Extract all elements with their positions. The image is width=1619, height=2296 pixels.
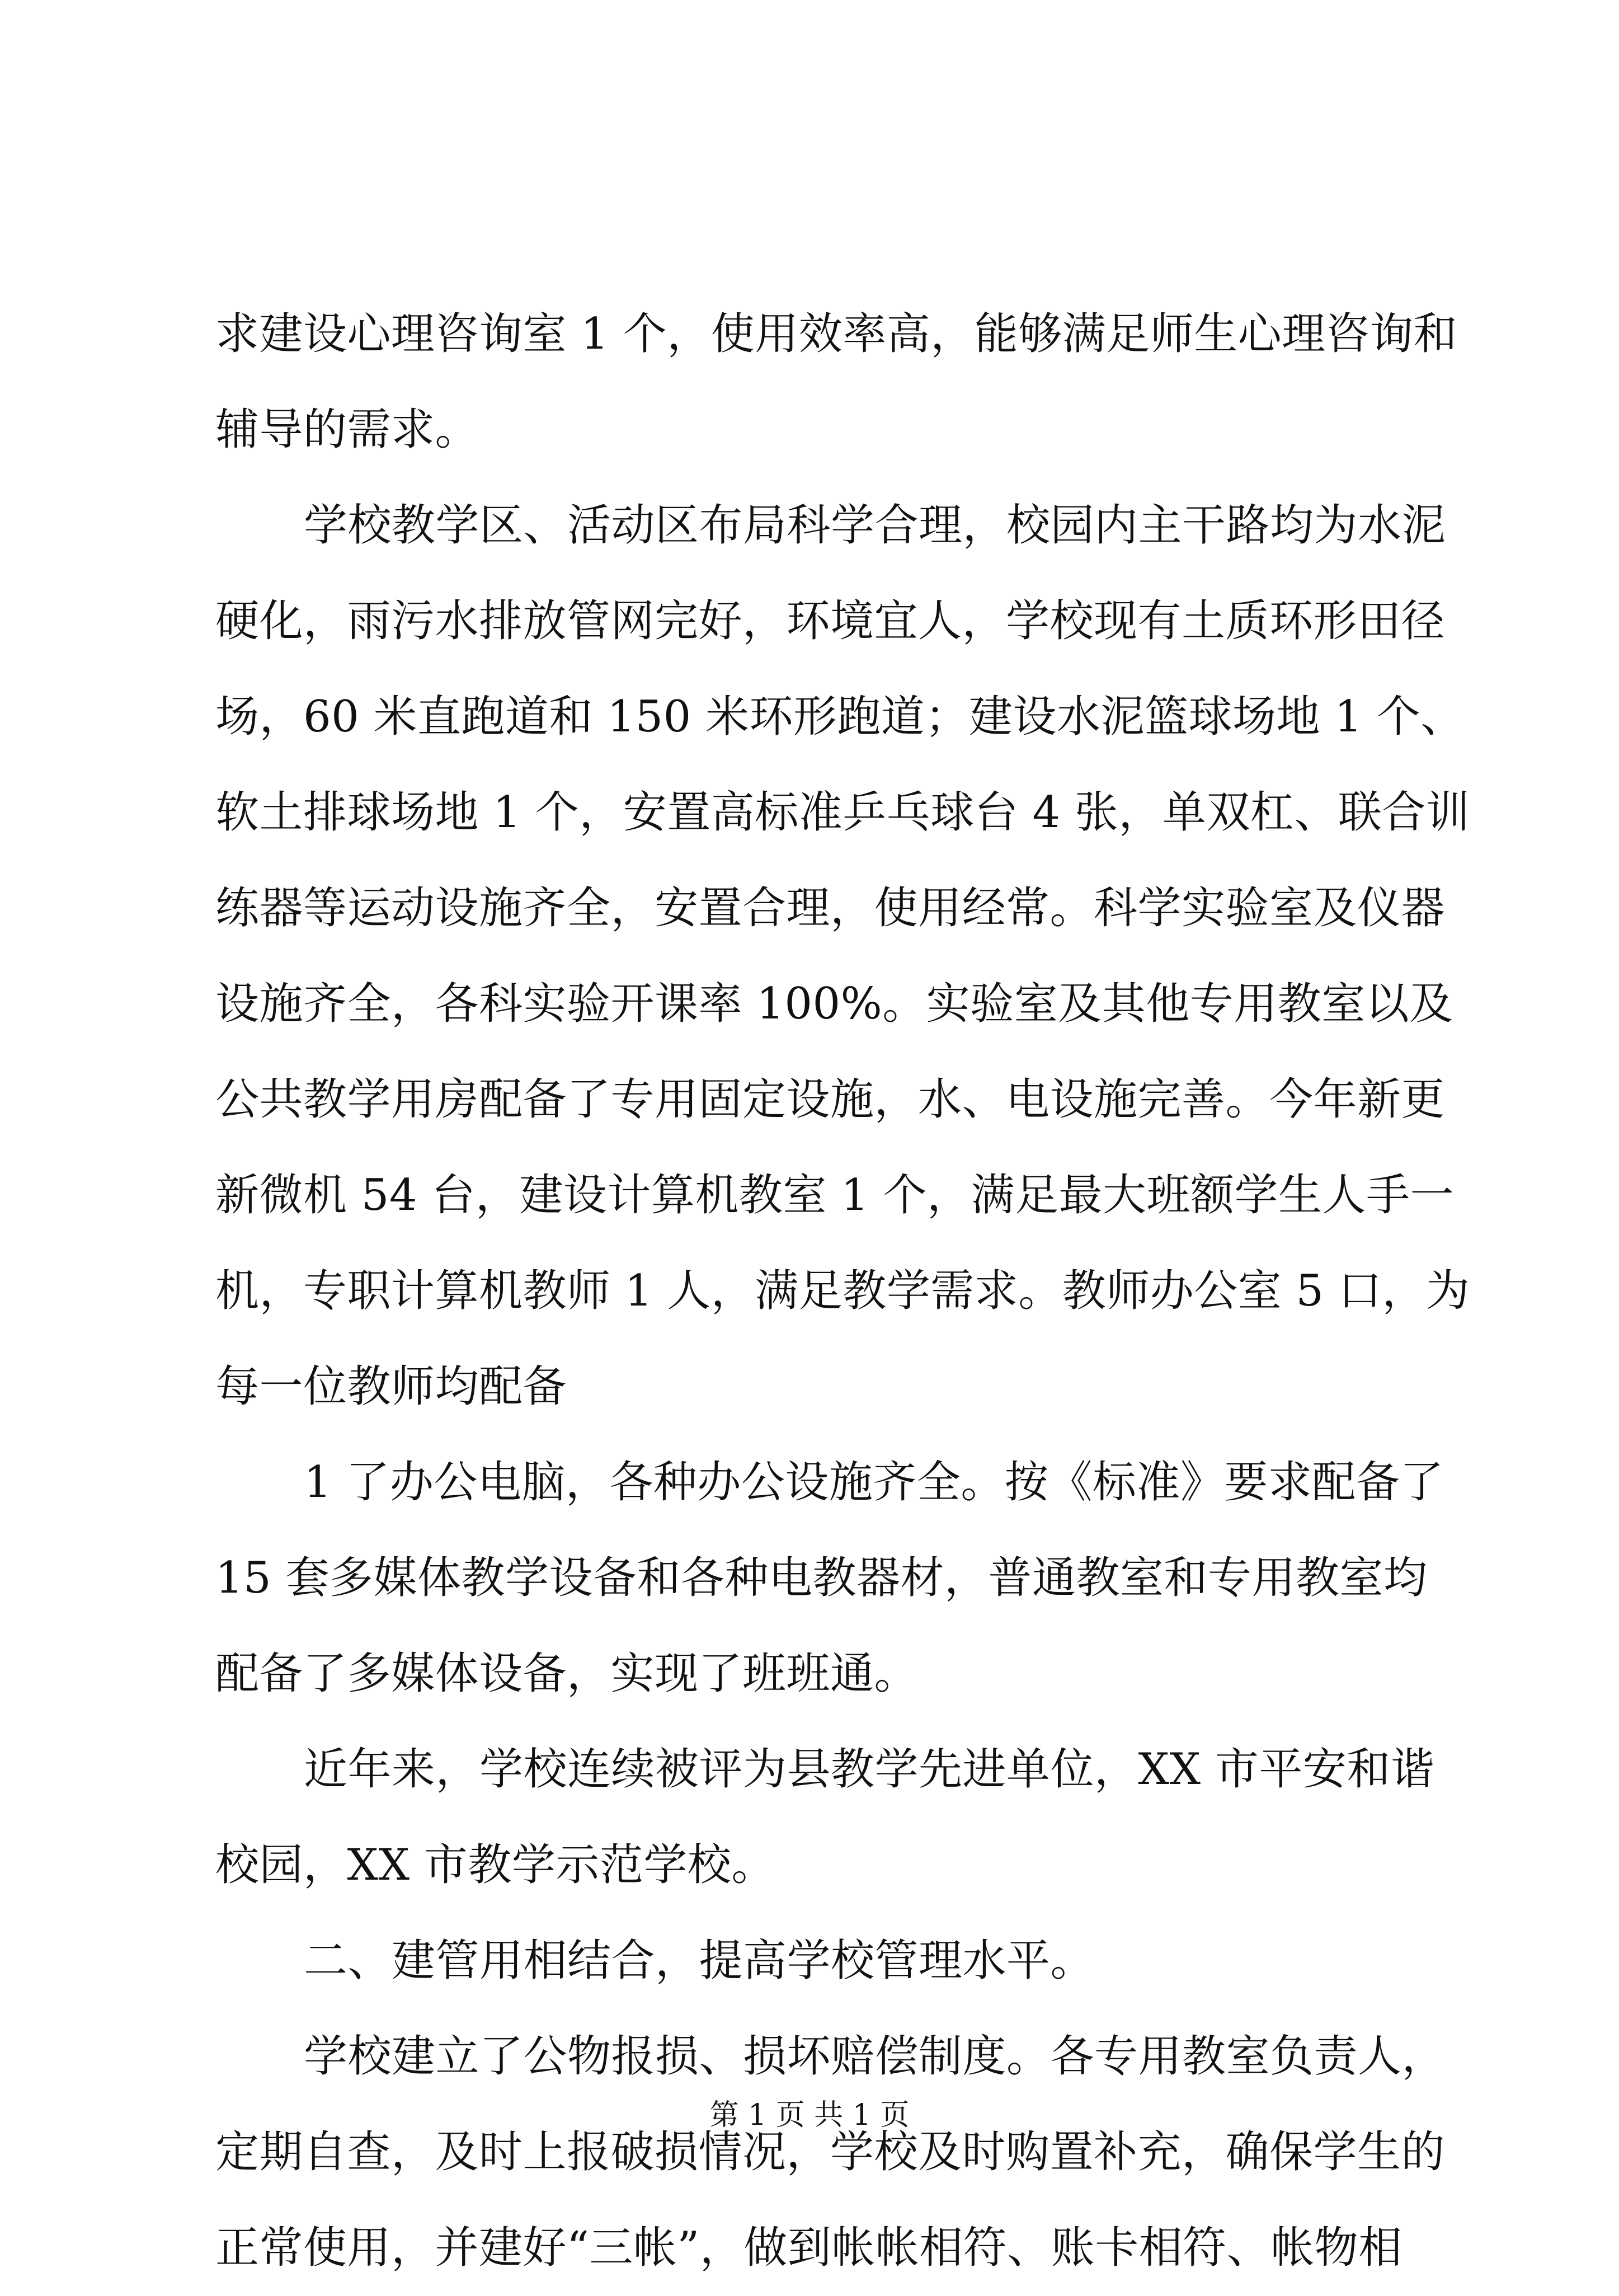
body-text xyxy=(215,287,1470,2296)
text-line: 硬化，雨污水排放管网完好，环境宜人，学校现有土质环形田径 xyxy=(215,596,1446,646)
text-line: 辅导的需求。 xyxy=(215,405,479,455)
text-line: 正常使用，并建好“三帐”，做到帐帐相符、账卡相符、帐物相 xyxy=(215,2223,1402,2273)
text-line: 机，专职计算机教师 1 人，满足教学需求。教师办公室 5 口，为 xyxy=(215,1266,1470,1316)
text-line: 每一位教师均配备 xyxy=(215,1361,567,1412)
text-line: 场，60 米直跑道和 150 米环形跑道；建设水泥篮球场地 1 个、 xyxy=(215,692,1465,742)
paragraph-start-line: 1 了办公电脑，各种办公设施齐全。按《标准》要求配备了 xyxy=(304,1457,1444,1508)
text-line: 配备了多媒体设备，实现了班班通。 xyxy=(215,1649,919,1699)
text-line: 定期自查，及时上报破损情况，学校及时购置补充，确保学生的 xyxy=(215,2127,1446,2177)
text-line: 15 套多媒体教学设备和各种电教器材，普通教室和专用教室均 xyxy=(215,1553,1428,1603)
page-number-footer: 第 1 页 共 1 页 xyxy=(709,2098,910,2132)
text-line: 公共教学用房配备了专用固定设施，水、电设施完善。今年新更 xyxy=(215,1074,1446,1125)
section-heading: 二、建管用相结合，提高学校管理水平。 xyxy=(304,1936,1095,1986)
text-line: 新微机 54 台，建设计算机教室 1 个，满足最大班额学生人手一 xyxy=(215,1170,1455,1220)
paragraph-start-line: 学校建立了公物报损、损坏赔偿制度。各专用教室负责人， xyxy=(304,2031,1446,2082)
paragraph-start-line: 学校教学区、活动区布局科学合理，校园内主干路均为水泥 xyxy=(304,500,1446,551)
text-line: 练器等运动设施齐全，安置合理，使用经常。科学实验室及仪器 xyxy=(215,883,1446,933)
paragraph-start-line: 近年来，学校连续被评为县教学先进单位，XX 市平安和谐 xyxy=(304,1744,1435,1795)
text-line: 求建设心理咨询室 1 个，使用效率高，能够满足师生心理咨询和 xyxy=(215,309,1458,359)
text-line: 设施齐全，各科实验开课率 100%。实验室及其他专用教室以及 xyxy=(215,979,1453,1029)
text-line: 软土排球场地 1 个，安置高标准乒乓球台 4 张，单双杠、联合训 xyxy=(215,787,1470,838)
text-line: 校园，XX 市教学示范学校。 xyxy=(215,1840,775,1890)
